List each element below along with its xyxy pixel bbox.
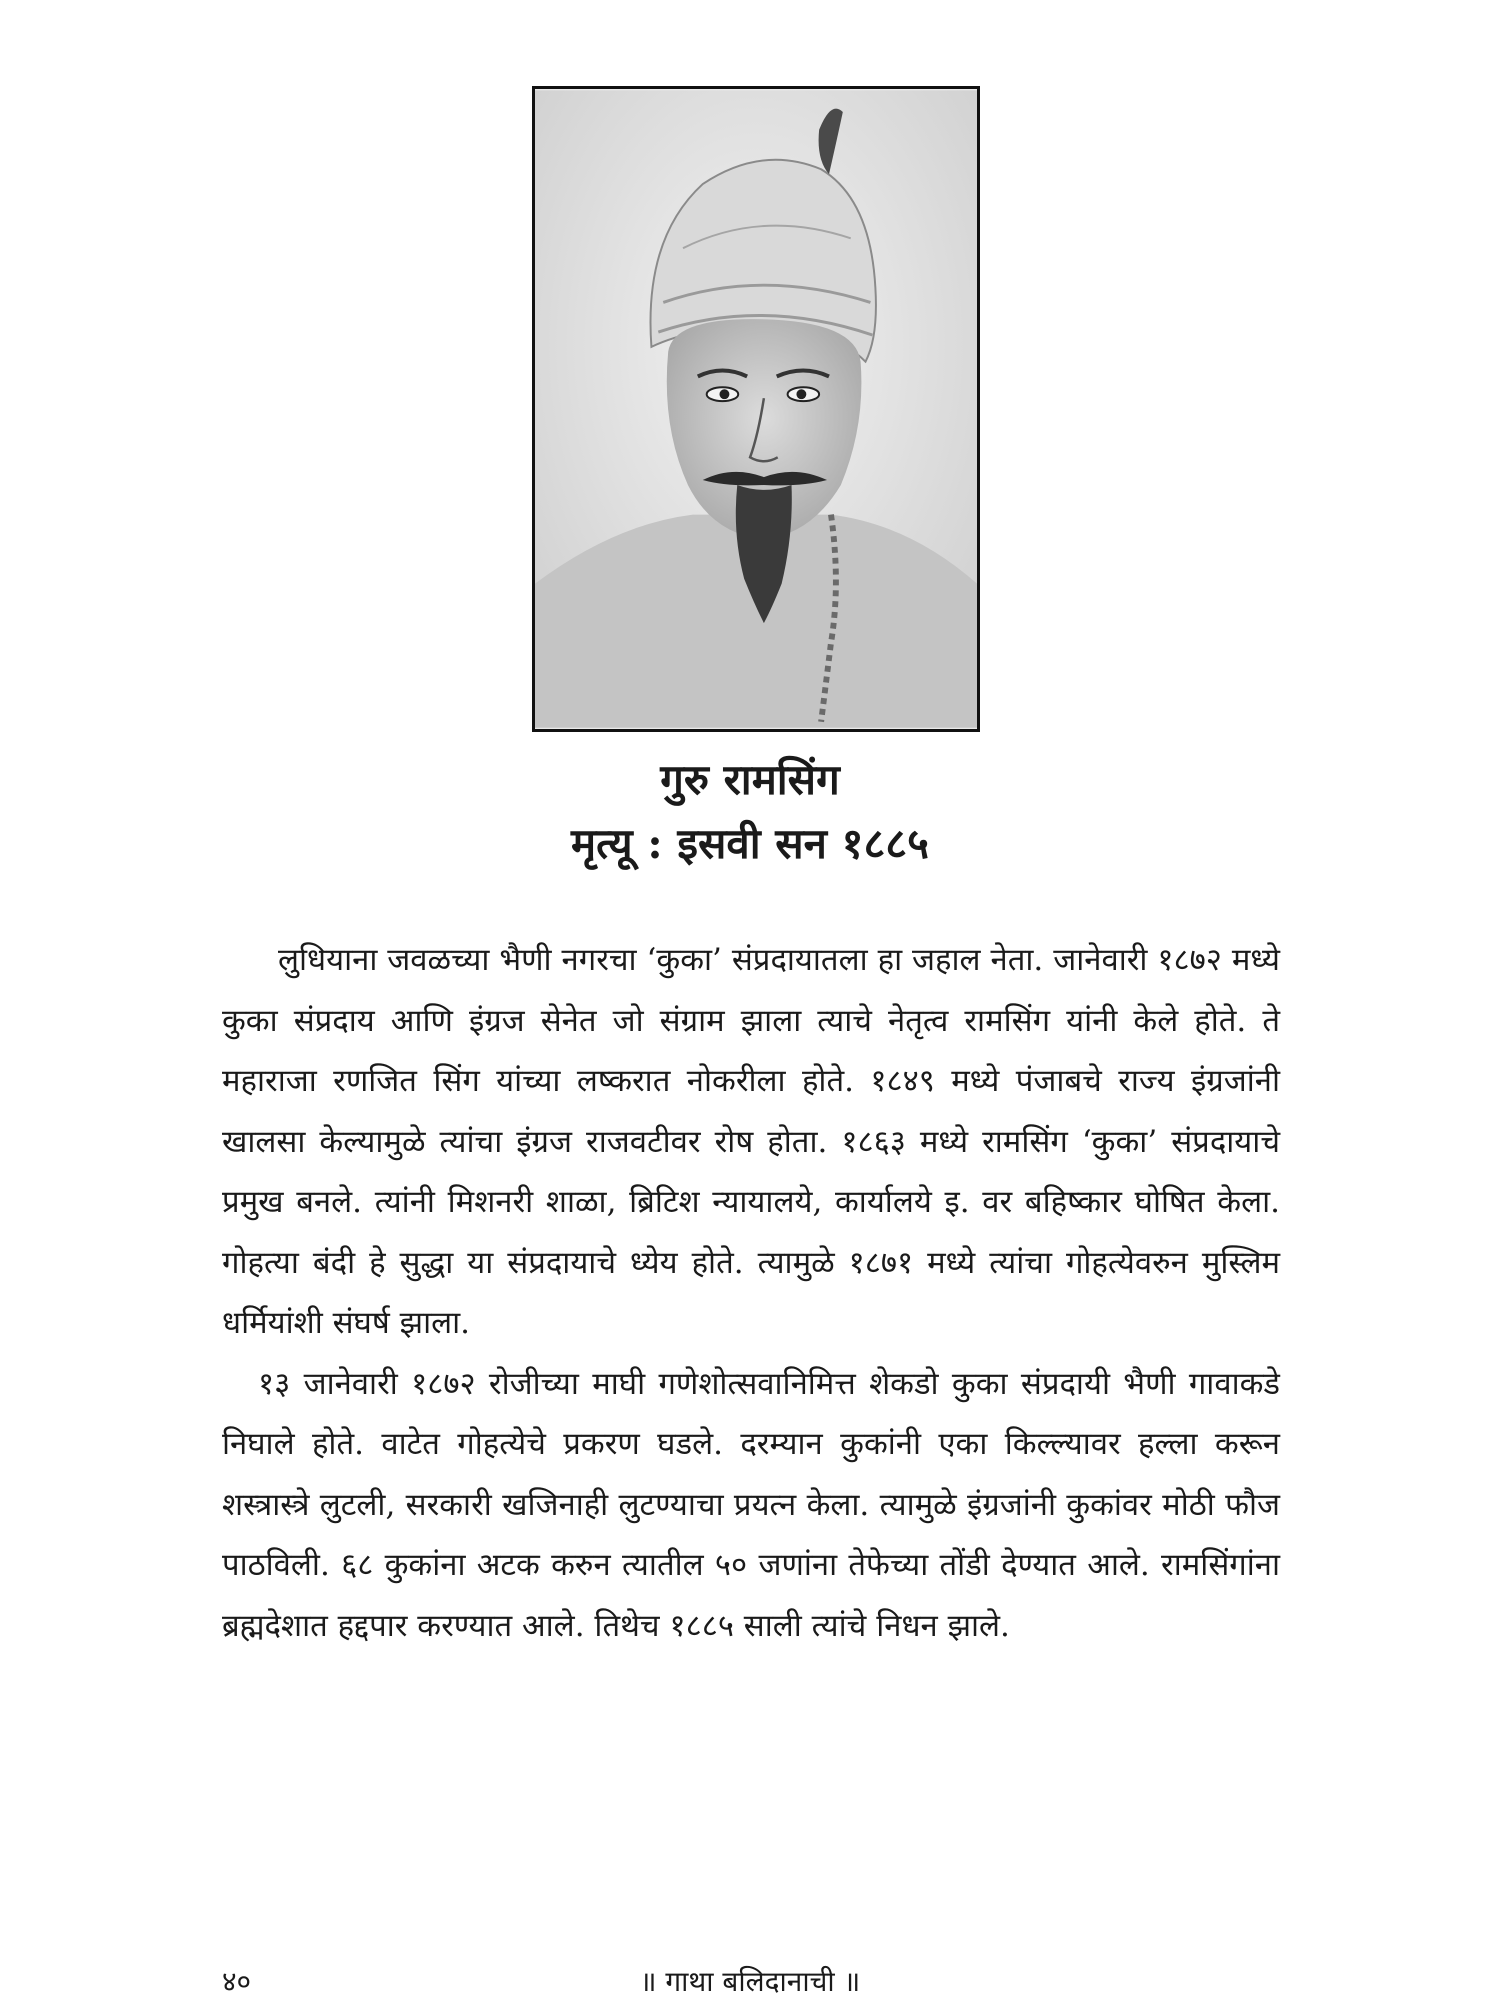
page-number: ४० <box>222 1965 252 1998</box>
portrait-sketch-icon <box>535 89 977 729</box>
article-body <box>222 930 1280 1656</box>
portrait-image <box>532 86 980 732</box>
portrait-caption-name: गुरु रामसिंग <box>660 755 840 804</box>
running-footer-title: ॥ गाथा बलिदानाची ॥ <box>639 1965 861 1998</box>
paragraph-1: लुधियाना जवळच्या भैणी नगरचा ‘कुका’ संप्रदायातला हा जहाल नेता. जानेवारी १८७२ मध्ये कुका संप्रदाय आणि इंग्रज सेनेत जो संग्राम झाला त्याचे नेतृत्व रामसिंग यांनी केले होते. ते महाराजा रणजित सिंग यांच्या लष्करात नोकरीला होते. १८४९ मध्ये पंजाबचे राज्य इंग्रजांनी खालसा केल्यामुळे त्यांचा इंग्रज राजवटीवर रोष होता. १८६३ मध्ये रामसिंग ‘कुका’ संप्रदायाचे प्रमुख बनले. त्यांनी मिशनरी शाळा, ब्रिटिश न्यायालये, कार्यालये इ. वर बहिष्कार घोषित केला. गोहत्या बंदी हे सुद्धा या संप्रदायाचे ध्येय होते. त्यामुळे १८७१ मध्ये त्यांचा गोहत्येवरुन मुस्लिम धर्मियांशी संघर्ष झाला. <box>222 942 1280 1341</box>
paragraph-2: १३ जानेवारी १८७२ रोजीच्या माघी गणेशोत्सवानिमित्त शेकडो कुका संप्रदायी भैणी गावाकडे निघाले होते. वाटेत गोहत्येचे प्रकरण घडले. दरम्यान कुकांनी एका किल्ल्यावर हल्ला करून शस्त्रास्त्रे लुटली, सरकारी खजिनाही लुटण्याचा प्रयत्न केला. त्यामुळे इंग्रजांनी कुकांवर मोठी फौज पाठविली. ६८ कुकांना अटक करुन त्यातील ५० जणांना तेफेच्या तोंडी देण्यात आले. रामसिंगांना ब्रह्मदेशात हद्दपार करण्यात आले. तिथेच १८८५ साली त्यांचे निधन झाले. <box>222 1365 1280 1644</box>
portrait-caption-death-year: मृत्यू : इसवी सन १८८५ <box>571 819 929 868</box>
